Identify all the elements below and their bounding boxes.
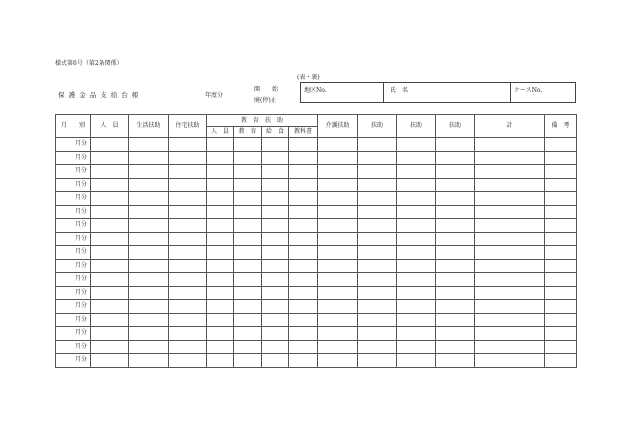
ledger-cell[interactable] [289,192,318,206]
ledger-cell[interactable] [262,165,289,179]
ledger-cell[interactable] [358,354,397,368]
ledger-cell[interactable] [262,273,289,287]
month-cell[interactable]: 月分 [56,286,91,300]
ledger-cell[interactable] [129,232,169,246]
ledger-cell[interactable] [475,313,545,327]
ledger-cell[interactable] [262,327,289,341]
form-number: 様式第6号（第2条関係） [55,60,123,67]
ledger-cell[interactable] [234,286,262,300]
table-row [56,165,577,179]
ledger-cell[interactable] [129,327,169,341]
ledger-table [55,114,577,368]
ledger-cell[interactable] [129,259,169,273]
ledger-cell[interactable] [169,273,207,287]
ledger-cell[interactable] [436,313,475,327]
ledger-cell[interactable] [91,219,129,233]
month-cell[interactable]: 月分 [56,205,91,219]
ledger-cell[interactable] [545,327,577,341]
ledger-cell[interactable] [475,165,545,179]
ledger-cell[interactable] [397,232,436,246]
ledger-cell[interactable] [545,151,577,165]
month-cell[interactable]: 月分 [56,219,91,233]
ledger-cell[interactable] [129,151,169,165]
table-row [56,313,577,327]
ledger-cell[interactable] [91,192,129,206]
ledger-cell[interactable] [169,178,207,192]
ledger-cell[interactable] [397,165,436,179]
ledger-cell[interactable] [436,340,475,354]
col-livelihood: 生活扶助 [129,115,169,138]
ledger-cell[interactable] [475,300,545,314]
ledger-cell[interactable] [169,151,207,165]
ledger-cell[interactable] [169,246,207,260]
table-row [56,178,577,192]
ledger-cell[interactable] [262,246,289,260]
ledger-cell[interactable] [318,313,358,327]
ledger-cell[interactable] [289,273,318,287]
ledger-cell[interactable] [262,138,289,152]
ledger-cell[interactable] [207,205,234,219]
ledger-cell[interactable] [289,219,318,233]
ledger-cell[interactable] [318,286,358,300]
table-row [56,300,577,314]
ledger-cell[interactable] [318,354,358,368]
ledger-cell[interactable] [475,151,545,165]
side-label: (表・裏) [297,74,320,81]
ledger-cell[interactable] [318,340,358,354]
month-cell[interactable]: 月分 [56,192,91,206]
ledger-cell[interactable] [318,327,358,341]
ledger-cell[interactable] [91,138,129,152]
ledger-cell[interactable] [436,354,475,368]
ledger-cell[interactable] [289,232,318,246]
ledger-cell[interactable] [397,205,436,219]
ledger-cell[interactable] [436,232,475,246]
ledger-cell[interactable] [169,354,207,368]
ledger-cell[interactable] [545,246,577,260]
ledger-cell[interactable] [397,178,436,192]
ledger-cell[interactable] [91,327,129,341]
ledger-cell[interactable] [207,327,234,341]
ledger-cell[interactable] [318,232,358,246]
ledger-cell[interactable] [436,259,475,273]
ledger-cell[interactable] [475,246,545,260]
ledger-cell[interactable] [545,205,577,219]
ledger-cell[interactable] [397,219,436,233]
name-label: 氏 名 [390,87,409,94]
ledger-cell[interactable] [169,205,207,219]
ledger-cell[interactable] [207,165,234,179]
ledger-cell[interactable] [91,273,129,287]
ledger-cell[interactable] [262,300,289,314]
name-field[interactable] [383,82,511,103]
ledger-cell[interactable] [436,300,475,314]
ledger-cell[interactable] [358,340,397,354]
ledger-cell[interactable] [475,219,545,233]
ledger-cell[interactable] [545,232,577,246]
month-cell[interactable]: 月分 [56,232,91,246]
ledger-cell[interactable] [207,178,234,192]
ledger-cell[interactable] [475,354,545,368]
col-aid-1: 扶助 [358,115,397,138]
ledger-cell[interactable] [207,259,234,273]
table-row [56,354,577,368]
ledger-cell[interactable] [91,313,129,327]
ledger-cell[interactable] [318,178,358,192]
ledger-cell[interactable] [207,354,234,368]
col-education: 教 育 扶 助 [207,115,318,127]
ledger-cell[interactable] [397,327,436,341]
ledger-cell[interactable] [436,138,475,152]
ledger-cell[interactable] [545,192,577,206]
ledger-cell[interactable] [207,300,234,314]
ledger-cell[interactable] [289,246,318,260]
col-aid-3: 扶助 [436,115,475,138]
col-edu-members: 人 員 [207,127,234,138]
ledger-cell[interactable] [129,165,169,179]
ledger-cell[interactable] [475,178,545,192]
ledger-cell[interactable] [234,354,262,368]
table-row [56,259,577,273]
ledger-cell[interactable] [234,300,262,314]
ledger-cell[interactable] [234,219,262,233]
month-cell[interactable]: 月分 [56,138,91,152]
col-total: 計 [475,115,545,138]
ledger-cell[interactable] [262,192,289,206]
ledger-cell[interactable] [262,259,289,273]
ledger-cell[interactable] [169,327,207,341]
ledger-cell[interactable] [358,165,397,179]
ledger-cell[interactable] [129,313,169,327]
ledger-cell[interactable] [358,151,397,165]
ledger-cell[interactable] [545,313,577,327]
ledger-cell[interactable] [318,138,358,152]
ledger-cell[interactable] [207,232,234,246]
ledger-cell[interactable] [169,219,207,233]
ledger-cell[interactable] [318,219,358,233]
ledger-cell[interactable] [289,340,318,354]
ledger-cell[interactable] [169,286,207,300]
ledger-cell[interactable] [545,165,577,179]
ledger-cell[interactable] [169,192,207,206]
ledger-cell[interactable] [234,246,262,260]
ledger-cell[interactable] [207,192,234,206]
ledger-cell[interactable] [289,205,318,219]
ledger-cell[interactable] [358,192,397,206]
ledger-cell[interactable] [436,151,475,165]
ledger-cell[interactable] [234,151,262,165]
ledger-cell[interactable] [262,232,289,246]
ledger-cell[interactable] [262,340,289,354]
ledger-cell[interactable] [358,300,397,314]
ledger-cell[interactable] [436,327,475,341]
ledger-cell[interactable] [475,192,545,206]
ledger-cell[interactable] [129,192,169,206]
ledger-cell[interactable] [91,340,129,354]
ledger-cell[interactable] [129,219,169,233]
ledger-cell[interactable] [545,138,577,152]
ledger-cell[interactable] [289,327,318,341]
ledger-cell[interactable] [436,286,475,300]
ledger-cell[interactable] [397,273,436,287]
ledger-cell[interactable] [545,178,577,192]
ledger-cell[interactable] [397,138,436,152]
ledger-cell[interactable] [169,138,207,152]
ledger-cell[interactable] [545,354,577,368]
col-edu-lunch: 給 食 [262,127,289,138]
ledger-cell[interactable] [91,286,129,300]
ledger-cell[interactable] [545,286,577,300]
ledger-cell[interactable] [169,313,207,327]
table-row [56,138,577,152]
ledger-cell[interactable] [289,286,318,300]
month-cell[interactable]: 月分 [56,151,91,165]
table-row [56,246,577,260]
ledger-cell[interactable] [207,273,234,287]
ledger-cell[interactable] [475,138,545,152]
district-no-field[interactable] [300,82,384,103]
ledger-cell[interactable] [91,246,129,260]
ledger-cell[interactable] [129,205,169,219]
ledger-cell[interactable] [234,259,262,273]
ledger-cell[interactable] [318,192,358,206]
month-cell[interactable]: 月分 [56,313,91,327]
ledger-cell[interactable] [262,354,289,368]
ledger-cell[interactable] [207,151,234,165]
table-row [56,273,577,287]
ledger-cell[interactable] [475,327,545,341]
month-cell[interactable]: 月分 [56,340,91,354]
month-cell[interactable]: 月分 [56,273,91,287]
ledger-cell[interactable] [397,259,436,273]
ledger-cell[interactable] [169,300,207,314]
ledger-cell[interactable] [234,192,262,206]
ledger-cell[interactable] [91,178,129,192]
ledger-cell[interactable] [129,354,169,368]
ledger-cell[interactable] [91,151,129,165]
ledger-cell[interactable] [129,340,169,354]
ledger-cell[interactable] [169,232,207,246]
ledger-cell[interactable] [318,259,358,273]
ledger-cell[interactable] [475,205,545,219]
ledger-cell[interactable] [234,165,262,179]
ledger-cell[interactable] [475,259,545,273]
ledger-cell[interactable] [129,300,169,314]
district-no-label: 地区No. [304,87,327,94]
table-row [56,232,577,246]
ledger-cell[interactable] [207,313,234,327]
ledger-cell[interactable] [397,192,436,206]
ledger-cell[interactable] [545,273,577,287]
ledger-cell[interactable] [358,138,397,152]
ledger-cell[interactable] [436,192,475,206]
case-no-label: ケースNo. [514,87,543,94]
ledger-cell[interactable] [207,340,234,354]
ledger-cell[interactable] [262,286,289,300]
ledger-cell[interactable] [436,219,475,233]
ledger-cell[interactable] [207,286,234,300]
ledger-cell[interactable] [91,232,129,246]
ledger-title: 保 護 金 品 支 給 台 帳 [58,91,140,99]
ledger-cell[interactable] [234,205,262,219]
table-row [56,205,577,219]
ledger-cell[interactable] [129,138,169,152]
ledger-cell[interactable] [234,178,262,192]
ledger-cell[interactable] [289,138,318,152]
ledger-cell[interactable] [475,232,545,246]
ledger-cell[interactable] [436,165,475,179]
ledger-cell[interactable] [207,246,234,260]
ledger-cell[interactable] [289,313,318,327]
ledger-cell[interactable] [262,151,289,165]
ledger-cell[interactable] [262,313,289,327]
ledger-cell[interactable] [358,327,397,341]
ledger-cell[interactable] [234,273,262,287]
col-members: 人 員 [91,115,129,138]
ledger-cell[interactable] [318,165,358,179]
ledger-cell[interactable] [234,340,262,354]
table-row [56,286,577,300]
ledger-cell[interactable] [475,340,545,354]
abolition-label: 廃(停)止 [254,97,277,104]
ledger-cell[interactable] [545,219,577,233]
table-row [56,219,577,233]
ledger-cell[interactable] [397,313,436,327]
month-cell[interactable]: 月分 [56,259,91,273]
ledger-cell[interactable] [436,246,475,260]
table-row [56,192,577,206]
ledger-cell[interactable] [91,300,129,314]
ledger-cell[interactable] [234,232,262,246]
ledger-cell[interactable] [129,286,169,300]
ledger-cell[interactable] [234,138,262,152]
ledger-cell[interactable] [358,246,397,260]
ledger-cell[interactable] [358,219,397,233]
ledger-cell[interactable] [207,219,234,233]
ledger-cell[interactable] [169,165,207,179]
month-cell[interactable]: 月分 [56,354,91,368]
start-label: 開 始 [254,86,279,93]
ledger-cell[interactable] [358,178,397,192]
ledger-cell[interactable] [318,205,358,219]
ledger-cell[interactable] [289,165,318,179]
col-aid-2: 扶助 [397,115,436,138]
ledger-cell[interactable] [262,205,289,219]
table-row [56,151,577,165]
ledger-cell[interactable] [475,273,545,287]
col-month: 月 別 [56,115,91,138]
ledger-cell[interactable] [318,273,358,287]
ledger-cell[interactable] [397,246,436,260]
ledger-cell[interactable] [262,178,289,192]
ledger-cell[interactable] [289,300,318,314]
ledger-cell[interactable] [358,259,397,273]
ledger-cell[interactable] [358,205,397,219]
ledger-body [56,138,577,368]
ledger-cell[interactable] [129,178,169,192]
col-remarks: 備 考 [545,115,577,138]
table-row [56,327,577,341]
ledger-cell[interactable] [358,232,397,246]
ledger-cell[interactable] [318,246,358,260]
ledger-cell[interactable] [318,151,358,165]
ledger-cell[interactable] [436,205,475,219]
ledger-cell[interactable] [358,286,397,300]
ledger-cell[interactable] [289,354,318,368]
month-cell[interactable]: 月分 [56,165,91,179]
case-no-field[interactable] [510,82,576,103]
month-cell[interactable]: 月分 [56,300,91,314]
ledger-cell[interactable] [129,273,169,287]
ledger-cell[interactable] [358,273,397,287]
ledger-cell[interactable] [397,151,436,165]
ledger-cell[interactable] [91,165,129,179]
month-cell[interactable]: 月分 [56,246,91,260]
ledger-cell[interactable] [545,259,577,273]
ledger-cell[interactable] [358,313,397,327]
ledger-cell[interactable] [234,327,262,341]
ledger-cell[interactable] [169,340,207,354]
ledger-cell[interactable] [397,300,436,314]
ledger-cell[interactable] [475,286,545,300]
ledger-cell[interactable] [397,340,436,354]
ledger-cell[interactable] [129,246,169,260]
ledger-cell[interactable] [289,151,318,165]
ledger-cell[interactable] [545,300,577,314]
ledger-cell[interactable] [289,178,318,192]
ledger-cell[interactable] [262,219,289,233]
col-care: 介護扶助 [318,115,358,138]
fiscal-year-label: 年度分 [205,92,224,99]
ledger-cell[interactable] [91,259,129,273]
ledger-cell[interactable] [318,300,358,314]
ledger-cell[interactable] [91,354,129,368]
ledger-cell[interactable] [289,259,318,273]
month-cell[interactable]: 月分 [56,178,91,192]
col-edu-education: 教 育 [234,127,262,138]
table-row [56,340,577,354]
col-edu-textbooks: 教科書 [289,127,318,138]
ledger-cell[interactable] [91,205,129,219]
ledger-cell[interactable] [207,138,234,152]
ledger-cell[interactable] [545,340,577,354]
ledger-cell[interactable] [397,354,436,368]
ledger-cell[interactable] [436,178,475,192]
ledger-cell[interactable] [169,259,207,273]
col-housing: 住宅扶助 [169,115,207,138]
ledger-cell[interactable] [397,286,436,300]
ledger-cell[interactable] [234,313,262,327]
month-cell[interactable]: 月分 [56,327,91,341]
ledger-cell[interactable] [436,273,475,287]
